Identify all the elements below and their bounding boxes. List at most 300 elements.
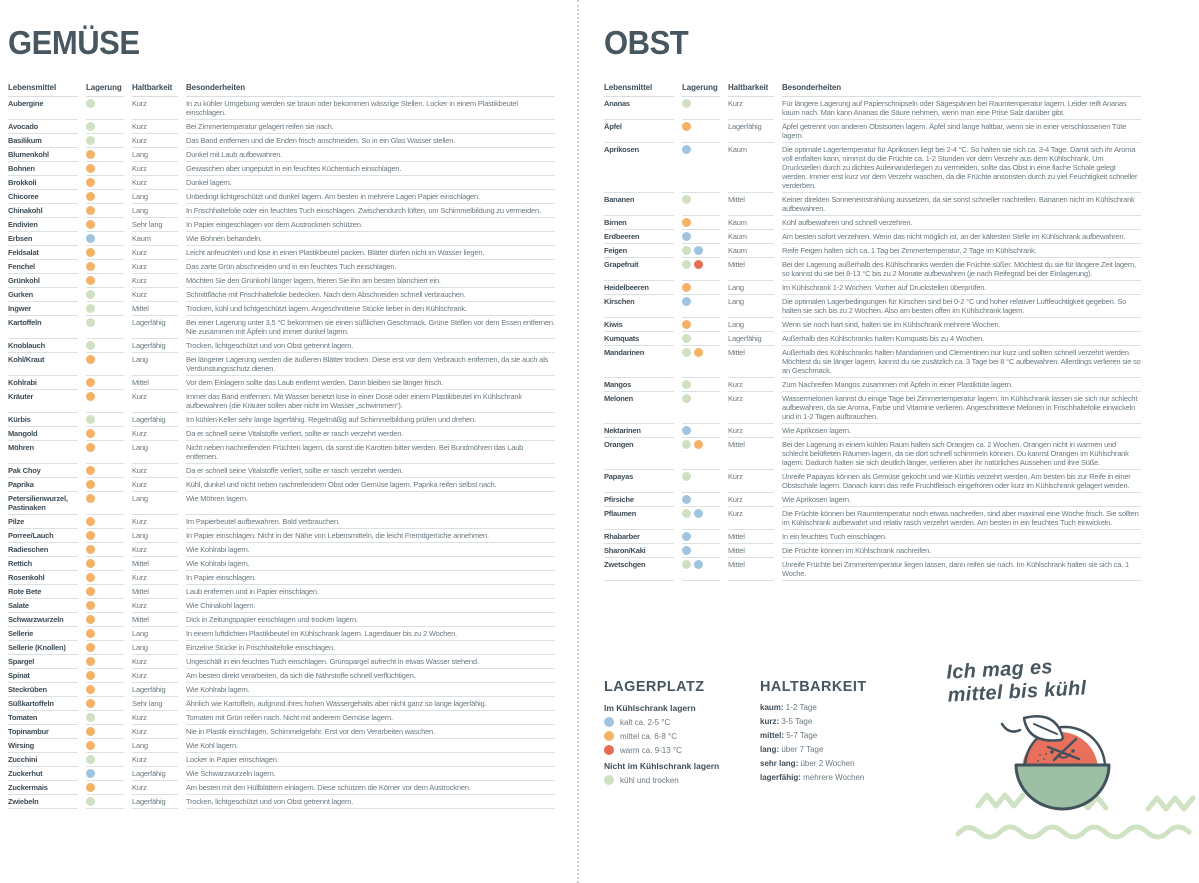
notes: Wenn sie noch hart sind, halten sie im Kühlschrank mehrere Wochen. bbox=[782, 318, 1141, 332]
vegetables-section bbox=[8, 24, 555, 809]
table-row bbox=[8, 711, 555, 725]
table-row bbox=[604, 120, 1141, 143]
food-name: Sharon/Kaki bbox=[604, 544, 674, 558]
shelf-life: Sehr lang bbox=[132, 697, 178, 711]
storage-dots bbox=[682, 295, 720, 318]
food-name: Gurken bbox=[8, 288, 78, 302]
table-row bbox=[8, 599, 555, 613]
shelf-life: Kurz bbox=[132, 478, 178, 492]
food-name: Birnen bbox=[604, 216, 674, 230]
storage-dot-blue-icon bbox=[682, 495, 691, 504]
table-row bbox=[8, 478, 555, 492]
notes: Im kühlen Keller sehr lange lagerfähig. Regelmäßig auf Schimmelbildung prüfen und drehen. bbox=[186, 413, 555, 427]
storage-dot-orange-icon bbox=[682, 218, 691, 227]
notes: Da er schnell seine Vitalstoffe verliert, sollte er rasch verzehrt werden. bbox=[186, 464, 555, 478]
table-body bbox=[8, 97, 555, 809]
notes: Bei einer Lagerung unter 3,5 °C bekommen sie einen süßlichen Geschmack. Grüne Stellen vor dem Essen entfernen. Nie zusammen mit Äpfeln und immer dunkel lagern. bbox=[186, 316, 555, 339]
food-name: Pak Choy bbox=[8, 464, 78, 478]
storage-dot-green-icon bbox=[86, 99, 95, 108]
storage-dots bbox=[86, 795, 124, 809]
legend-item-text: warm ca. 9-13 °C bbox=[620, 745, 682, 755]
shelf-life: Mittel bbox=[728, 346, 774, 378]
food-name: Kiwis bbox=[604, 318, 674, 332]
food-name: Orangen bbox=[604, 438, 674, 470]
fruit-section bbox=[604, 24, 1141, 581]
shelf-life: Kurz bbox=[132, 427, 178, 441]
storage-dots bbox=[86, 557, 124, 571]
food-name: Sellerie (Knollen) bbox=[8, 641, 78, 655]
storage-dots bbox=[86, 613, 124, 627]
shelf-life: Lagerfähig bbox=[132, 316, 178, 339]
storage-dot-orange-icon bbox=[604, 731, 614, 741]
vegetables-table bbox=[8, 83, 555, 809]
table-row bbox=[8, 739, 555, 753]
notes: Nie in Plastik einschlagen, Schimmelgefahr. Erst vor dem Verarbeiten waschen. bbox=[186, 725, 555, 739]
notes: Ähnlich wie Kartoffeln, aufgrund ihres hohen Wassergehalts aber nicht ganz so lange lagerfähig. bbox=[186, 697, 555, 711]
shelf-life: Kurz bbox=[132, 274, 178, 288]
table-row bbox=[604, 530, 1141, 544]
shelf-life: Kaum bbox=[728, 230, 774, 244]
storage-dots bbox=[682, 470, 720, 493]
legend-group-label: Im Kühlschrank lagern bbox=[604, 703, 696, 713]
col-header-lagerung: Lagerung bbox=[682, 83, 720, 97]
shelf-life: Lang bbox=[132, 190, 178, 204]
food-name: Chicoree bbox=[8, 190, 78, 204]
storage-dot-green-icon bbox=[604, 775, 614, 785]
legend-item-text: kalt ca. 2-5 °C bbox=[620, 717, 671, 727]
storage-dot-green-icon bbox=[86, 290, 95, 299]
shelf-life: Lang bbox=[728, 281, 774, 295]
storage-dot-orange-icon bbox=[86, 480, 95, 489]
storage-dot-orange-icon bbox=[694, 348, 703, 357]
table-row bbox=[8, 492, 555, 515]
table-row bbox=[604, 230, 1141, 244]
storage-dots bbox=[682, 258, 720, 281]
table-row bbox=[8, 725, 555, 739]
food-name: Knoblauch bbox=[8, 339, 78, 353]
notes: Unreife Papayas können als Gemüse gekocht und wie Kürbis verzehrt werden. Am besten bis zur Reife in einer Obstschale lagern. Danach kann das reife Fruchtfleisch eingefroren oder kurz im Kühlschrank gelagert werden. bbox=[782, 470, 1141, 493]
shelf-life: Lagerfähig bbox=[728, 120, 774, 143]
storage-dots bbox=[86, 288, 124, 302]
shelf-life: Kurz bbox=[132, 711, 178, 725]
notes: Wie Kohlrabi lagern. bbox=[186, 557, 555, 571]
storage-dots bbox=[86, 767, 124, 781]
storage-dots bbox=[682, 392, 720, 424]
table-row bbox=[604, 281, 1141, 295]
storage-dots bbox=[86, 655, 124, 669]
storage-dots bbox=[86, 739, 124, 753]
table-row bbox=[8, 302, 555, 316]
notes: Dunkel mit Laub aufbewahren. bbox=[186, 148, 555, 162]
legend-item: kaum: 1-2 Tage bbox=[760, 703, 817, 712]
storage-dots bbox=[682, 281, 720, 295]
notes: Das zarte Grün abschneiden und in ein feuchtes Tuch einschlagen. bbox=[186, 260, 555, 274]
storage-dot-blue-icon bbox=[682, 546, 691, 555]
shelf-life: Kurz bbox=[132, 176, 178, 190]
storage-dots bbox=[86, 599, 124, 613]
storage-dot-green-icon bbox=[682, 246, 691, 255]
storage-dot-green-icon bbox=[86, 713, 95, 722]
notes: In ein feuchtes Tuch einschlagen. bbox=[782, 530, 1141, 544]
shelf-life: Lagerfähig bbox=[132, 339, 178, 353]
table-row bbox=[8, 613, 555, 627]
storage-dots bbox=[86, 413, 124, 427]
notes: Tomaten mit Grün reifen nach. Nicht mit anderem Gemüse lagern. bbox=[186, 711, 555, 725]
legend-item-text: mittel ca. 6-8 °C bbox=[620, 731, 677, 741]
col-header-besonderheiten: Besonderheiten bbox=[186, 83, 555, 97]
storage-dots bbox=[86, 246, 124, 260]
food-name: Äpfel bbox=[604, 120, 674, 143]
notes: Immer das Band entfernen. Mit Wasser benetzt lose in einer Dose oder einem Plastikbeutel im Kühlschrank aufbewahren (die Kräuter sollen aber nicht im Wasser „schwimmen“). bbox=[186, 390, 555, 413]
food-name: Paprika bbox=[8, 478, 78, 492]
food-name: Steckrüben bbox=[8, 683, 78, 697]
storage-dot-blue-icon bbox=[682, 145, 691, 154]
storage-dots bbox=[86, 529, 124, 543]
storage-dots bbox=[682, 378, 720, 392]
shelf-life: Lang bbox=[132, 492, 178, 515]
notes: In Papier einschlagen. bbox=[186, 571, 555, 585]
shelf-life: Lang bbox=[132, 353, 178, 376]
table-row bbox=[8, 441, 555, 464]
storage-dots bbox=[682, 332, 720, 346]
table-header-row bbox=[8, 83, 555, 97]
storage-dots bbox=[86, 232, 124, 246]
storage-dots bbox=[86, 478, 124, 492]
notes: Am besten sofort verzehren. Wenn das nicht möglich ist, an der kältesten Stelle im Kühlschrank aufbewahren. bbox=[782, 230, 1141, 244]
storage-dot-orange-icon bbox=[86, 494, 95, 503]
notes: Dick in Zeitungspapier einschlagen und trocken lagern. bbox=[186, 613, 555, 627]
shelf-life: Kurz bbox=[132, 97, 178, 120]
notes: Die optimalen Lagerbedingungen für Kirschen sind bei 0-2 °C und hoher relativer Luftfeuchtigkeit gegeben. So halten sie sich bis zu 2 Wochen. Also am besten offen im Kühlschrank lagern. bbox=[782, 295, 1141, 318]
food-name: Kohl/Kraut bbox=[8, 353, 78, 376]
shelf-life: Kurz bbox=[132, 390, 178, 413]
storage-dot-green-icon bbox=[86, 341, 95, 350]
notes: Kühl, dunkel und nicht neben nachreifendem Obst oder Gemüse lagern. Paprika reifen selbst nach. bbox=[186, 478, 555, 492]
table-row bbox=[8, 339, 555, 353]
notes: Trocken, lichtgeschützt und von Obst getrennt lagern. bbox=[186, 339, 555, 353]
table-row bbox=[604, 97, 1141, 120]
notes: Trocken, lichtgeschützt und von Obst getrennt lagern. bbox=[186, 795, 555, 809]
notes: Wie Bohnen behandeln. bbox=[186, 232, 555, 246]
food-name: Möhren bbox=[8, 441, 78, 464]
table-row bbox=[8, 162, 555, 176]
storage-dot-green-icon bbox=[682, 509, 691, 518]
table-row bbox=[8, 148, 555, 162]
caption-line-2: mittel bis kühl bbox=[947, 677, 1088, 707]
storage-dots bbox=[86, 627, 124, 641]
food-name: Heidelbeeren bbox=[604, 281, 674, 295]
notes: In zu kühler Umgebung werden sie braun oder bekommen wässrige Stellen. Locker in einem Plastikbeutel einschlagen. bbox=[186, 97, 555, 120]
section-title-obst: OBST bbox=[604, 24, 689, 61]
shelf-life: Kurz bbox=[132, 753, 178, 767]
shelf-life: Kurz bbox=[728, 507, 774, 530]
food-name: Topinambur bbox=[8, 725, 78, 739]
storage-dot-red-icon bbox=[604, 745, 614, 755]
storage-dot-orange-icon bbox=[86, 355, 95, 364]
storage-dot-green-icon bbox=[86, 136, 95, 145]
shelf-life: Lang bbox=[132, 641, 178, 655]
table-row bbox=[8, 669, 555, 683]
shelf-life: Mittel bbox=[132, 376, 178, 390]
shelf-life: Kaum bbox=[728, 143, 774, 193]
food-name: Kirschen bbox=[604, 295, 674, 318]
notes: Ungeschält in ein feuchtes Tuch einschlagen. Grünspargel aufrecht in etwas Wasser stehend. bbox=[186, 655, 555, 669]
shelf-life: Mittel bbox=[132, 302, 178, 316]
storage-dots bbox=[86, 753, 124, 767]
food-name: Rhabarber bbox=[604, 530, 674, 544]
legend-haltbarkeit-items bbox=[760, 703, 920, 782]
shelf-life: Kurz bbox=[132, 162, 178, 176]
storage-dots bbox=[86, 316, 124, 339]
food-name: Mangold bbox=[8, 427, 78, 441]
table-row bbox=[604, 493, 1141, 507]
shelf-life: Lang bbox=[728, 318, 774, 332]
notes: Einzelne Stücke in Frischhaltefolie einschlagen. bbox=[186, 641, 555, 655]
notes: Wie Chinakohl lagern. bbox=[186, 599, 555, 613]
legend-item: lang: über 7 Tage bbox=[760, 745, 824, 754]
food-name: Zwetschgen bbox=[604, 558, 674, 581]
food-name: Aprikosen bbox=[604, 143, 674, 193]
food-name: Zuckermais bbox=[8, 781, 78, 795]
table-row bbox=[604, 295, 1141, 318]
shelf-life: Kurz bbox=[728, 493, 774, 507]
notes: In Papier eingeschlagen vor dem Austrocknen schützen. bbox=[186, 218, 555, 232]
storage-dot-orange-icon bbox=[86, 392, 95, 401]
storage-dot-orange-icon bbox=[86, 178, 95, 187]
storage-dot-orange-icon bbox=[86, 559, 95, 568]
shelf-life: Kurz bbox=[132, 246, 178, 260]
storage-dots bbox=[682, 544, 720, 558]
food-name: Rosenkohl bbox=[8, 571, 78, 585]
storage-dot-green-icon bbox=[86, 797, 95, 806]
food-name: Aubergine bbox=[8, 97, 78, 120]
storage-dots bbox=[86, 376, 124, 390]
table-row bbox=[8, 260, 555, 274]
storage-dot-red-icon bbox=[694, 260, 703, 269]
storage-dots bbox=[682, 230, 720, 244]
notes: In Frischhaltefolie oder ein feuchtes Tuch einschlagen. Zwischendurch lüften, um Schimmelbildung zu vermeiden. bbox=[186, 204, 555, 218]
shelf-life: Mittel bbox=[132, 585, 178, 599]
table-row bbox=[8, 376, 555, 390]
storage-dot-green-icon bbox=[682, 99, 691, 108]
legend-lagerplatz-title: LAGERPLATZ bbox=[604, 678, 705, 695]
food-name: Tomaten bbox=[8, 711, 78, 725]
storage-dots bbox=[682, 346, 720, 378]
notes: Außerhalb des Kühlschranks halten Kumquats bis zu 4 Wochen. bbox=[782, 332, 1141, 346]
caption-line-1: Ich mag es bbox=[945, 656, 1054, 684]
storage-dots bbox=[86, 148, 124, 162]
notes: Kühl aufbewahren und schnell verzehren. bbox=[782, 216, 1141, 230]
storage-dot-orange-icon bbox=[86, 657, 95, 666]
food-name: Mandarinen bbox=[604, 346, 674, 378]
table-row bbox=[604, 346, 1141, 378]
storage-dots bbox=[86, 176, 124, 190]
storage-dot-green-icon bbox=[682, 334, 691, 343]
shelf-life: Lagerfähig bbox=[132, 795, 178, 809]
shelf-life: Kurz bbox=[132, 725, 178, 739]
notes: In einem luftdichten Plastikbeutel im Kühlschrank lagern. Lagerdauer bis zu 2 Wochen. bbox=[186, 627, 555, 641]
notes: Am besten direkt verarbeiten, da sich die Nährstoffe schnell verflüchtigen. bbox=[186, 669, 555, 683]
food-name: Spargel bbox=[8, 655, 78, 669]
table-row bbox=[604, 507, 1141, 530]
food-name: Schwarzwurzeln bbox=[8, 613, 78, 627]
storage-dots bbox=[682, 143, 720, 193]
shelf-life: Lang bbox=[132, 441, 178, 464]
shelf-life: Lagerfähig bbox=[728, 332, 774, 346]
notes: Am besten mit den Hüllblättern einlagern. Diese schützen die Körner vor dem Austrocknen. bbox=[186, 781, 555, 795]
storage-dot-blue-icon bbox=[682, 232, 691, 241]
storage-dot-orange-icon bbox=[86, 629, 95, 638]
food-name: Petersilienwurzel, Pastinaken bbox=[8, 492, 78, 515]
storage-dots bbox=[86, 390, 124, 413]
legend-haltbarkeit-title: HALTBARKEIT bbox=[760, 678, 867, 695]
notes: Möchten Sie den Grünkohl länger lagern, frieren Sie ihn am besten blanchiert ein. bbox=[186, 274, 555, 288]
shelf-life: Kurz bbox=[132, 134, 178, 148]
storage-dot-orange-icon bbox=[86, 699, 95, 708]
food-name: Kohlrabi bbox=[8, 376, 78, 390]
shelf-life: Mittel bbox=[132, 613, 178, 627]
shelf-life: Kaum bbox=[132, 232, 178, 246]
storage-dot-green-icon bbox=[682, 472, 691, 481]
notes: Leicht anfeuchten und lose in einen Plastikbeutel packen. Blätter dürfen nicht im Wasser liegen. bbox=[186, 246, 555, 260]
table-row bbox=[604, 544, 1141, 558]
table-row bbox=[604, 558, 1141, 581]
legend-item: lagerfähig: mehrere Wochen bbox=[760, 773, 865, 782]
storage-dot-green-icon bbox=[86, 304, 95, 313]
col-header-haltbarkeit: Haltbarkeit bbox=[728, 83, 774, 97]
storage-dots bbox=[682, 318, 720, 332]
notes: Die Früchte können bei Raumtemperatur noch etwas nachreifen, sind aber maximal eine Woche frisch. Sie sollten im Kühlschrank aufbewahrt und relativ rasch verzehrt werden. Am besten in ein feuchtes Tuch einwickeln. bbox=[782, 507, 1141, 530]
food-name: Mangos bbox=[604, 378, 674, 392]
food-name: Zucchini bbox=[8, 753, 78, 767]
storage-dot-orange-icon bbox=[86, 573, 95, 582]
legend-group-label: Nicht im Kühlschrank lagern bbox=[604, 761, 720, 771]
notes: Bei längerer Lagerung werden die äußeren Blätter trocken. Diese erst vor dem Verbrauch entfernen, da sie auch als Verdunstungsschutz dienen. bbox=[186, 353, 555, 376]
table-row bbox=[8, 515, 555, 529]
notes: Wie Kohlrabi lagern. bbox=[186, 543, 555, 557]
table-row bbox=[8, 176, 555, 190]
table-row bbox=[604, 392, 1141, 424]
shelf-life: Kurz bbox=[728, 470, 774, 493]
food-name: Pflaumen bbox=[604, 507, 674, 530]
storage-dot-blue-icon bbox=[694, 246, 703, 255]
food-name: Wirsing bbox=[8, 739, 78, 753]
storage-dots bbox=[682, 216, 720, 230]
food-name: Feldsalat bbox=[8, 246, 78, 260]
food-name: Pilze bbox=[8, 515, 78, 529]
food-name: Rote Bete bbox=[8, 585, 78, 599]
food-name: Erdbeeren bbox=[604, 230, 674, 244]
notes: Im Papierbeutel aufbewahren. Bald verbrauchen. bbox=[186, 515, 555, 529]
notes: Dunkel lagern. bbox=[186, 176, 555, 190]
shelf-life: Kurz bbox=[132, 288, 178, 302]
shelf-life: Kurz bbox=[132, 515, 178, 529]
storage-dot-orange-icon bbox=[86, 466, 95, 475]
food-name: Melonen bbox=[604, 392, 674, 424]
storage-dot-orange-icon bbox=[86, 741, 95, 750]
food-name: Ananas bbox=[604, 97, 674, 120]
food-name: Avocado bbox=[8, 120, 78, 134]
storage-dot-orange-icon bbox=[86, 615, 95, 624]
table-row bbox=[8, 767, 555, 781]
notes: Unreife Früchte bei Zimmertemperatur liegen lassen, dann reifen sie nach. Im Kühlschrank halten sie sich ca. 1 Woche. bbox=[782, 558, 1141, 581]
storage-dot-orange-icon bbox=[86, 164, 95, 173]
storage-dot-green-icon bbox=[682, 560, 691, 569]
legend-item bbox=[604, 731, 754, 741]
shelf-life: Mittel bbox=[728, 193, 774, 216]
shelf-life: Kurz bbox=[728, 392, 774, 424]
table-row bbox=[8, 274, 555, 288]
storage-dots bbox=[86, 585, 124, 599]
col-header-lebensmittel: Lebensmittel bbox=[8, 83, 78, 97]
shelf-life: Lagerfähig bbox=[132, 683, 178, 697]
notes: In Papier einschlagen. Nicht in der Nähe von Lebensmitteln, die leicht Fremdgerüche annehmen. bbox=[186, 529, 555, 543]
table-row bbox=[8, 134, 555, 148]
table-body bbox=[604, 97, 1141, 581]
storage-dots bbox=[86, 260, 124, 274]
notes: Äpfel getrennt von anderen Obstsorten lagern. Äpfel sind lange haltbar, wenn sie in einer verschlossenen Tüte lagern. bbox=[782, 120, 1141, 143]
section-title-gemuese: GEMÜSE bbox=[8, 24, 140, 61]
notes: Da er schnell seine Vitalstoffe verliert, sollte er rasch verzehrt werden. bbox=[186, 427, 555, 441]
table-row bbox=[604, 216, 1141, 230]
storage-dots bbox=[86, 204, 124, 218]
table-header-row bbox=[604, 83, 1141, 97]
table-row bbox=[8, 427, 555, 441]
food-name: Papayas bbox=[604, 470, 674, 493]
food-name: Porree/Lauch bbox=[8, 529, 78, 543]
notes: Zum Nachreifen Mangos zusammen mit Äpfeln in einer Plastiktüte lagern. bbox=[782, 378, 1141, 392]
shelf-life: Kurz bbox=[728, 424, 774, 438]
shelf-life: Mittel bbox=[728, 438, 774, 470]
food-name: Blumenkohl bbox=[8, 148, 78, 162]
fruit-in-bowl-icon bbox=[930, 648, 1199, 883]
table-row bbox=[8, 288, 555, 302]
food-name: Rettich bbox=[8, 557, 78, 571]
table-row bbox=[604, 258, 1141, 281]
table-row bbox=[8, 655, 555, 669]
shelf-life: Lang bbox=[132, 148, 178, 162]
shelf-life: Lagerfähig bbox=[132, 767, 178, 781]
storage-dot-orange-icon bbox=[86, 531, 95, 540]
storage-dot-orange-icon bbox=[86, 545, 95, 554]
storage-dots bbox=[682, 120, 720, 143]
storage-dot-green-icon bbox=[682, 260, 691, 269]
storage-dots bbox=[86, 353, 124, 376]
notes: Wie Kohlrabi lagern. bbox=[186, 683, 555, 697]
table-row bbox=[8, 529, 555, 543]
storage-dot-orange-icon bbox=[86, 192, 95, 201]
table-row bbox=[604, 438, 1141, 470]
food-name: Erbsen bbox=[8, 232, 78, 246]
storage-dot-orange-icon bbox=[86, 276, 95, 285]
table-row bbox=[8, 795, 555, 809]
storage-dots bbox=[682, 97, 720, 120]
notes: Schnittfläche mit Frischhaltefolie bedecken. Nach dem Abschneiden schnell verbrauchen. bbox=[186, 288, 555, 302]
table-row bbox=[8, 190, 555, 204]
storage-dot-blue-icon bbox=[86, 234, 95, 243]
table-row bbox=[8, 753, 555, 767]
shelf-life: Mittel bbox=[132, 557, 178, 571]
storage-dot-orange-icon bbox=[86, 685, 95, 694]
shelf-life: Lagerfähig bbox=[132, 413, 178, 427]
storage-dot-orange-icon bbox=[86, 601, 95, 610]
notes: Reife Feigen halten sich ca. 1 Tag bei Zimmertemperatur, 2 Tage im Kühlschrank. bbox=[782, 244, 1141, 258]
shelf-life: Lang bbox=[132, 627, 178, 641]
notes: Bei der Lagerung in einem kühlen Raum halten sich Orangen ca. 2 Wochen. Orangen nicht in warmen und schlecht belüfteten Räumen lagern, da sie dort schnell schimmeln können. Du kannst Orangen im Kühlschrank lagern. Dadurch halten sie sich deutlich länger, verlieren aber ihr natürliches Aussehen und ihre Süße. bbox=[782, 438, 1141, 470]
storage-dots bbox=[86, 134, 124, 148]
table-row bbox=[604, 332, 1141, 346]
storage-dots bbox=[86, 697, 124, 711]
